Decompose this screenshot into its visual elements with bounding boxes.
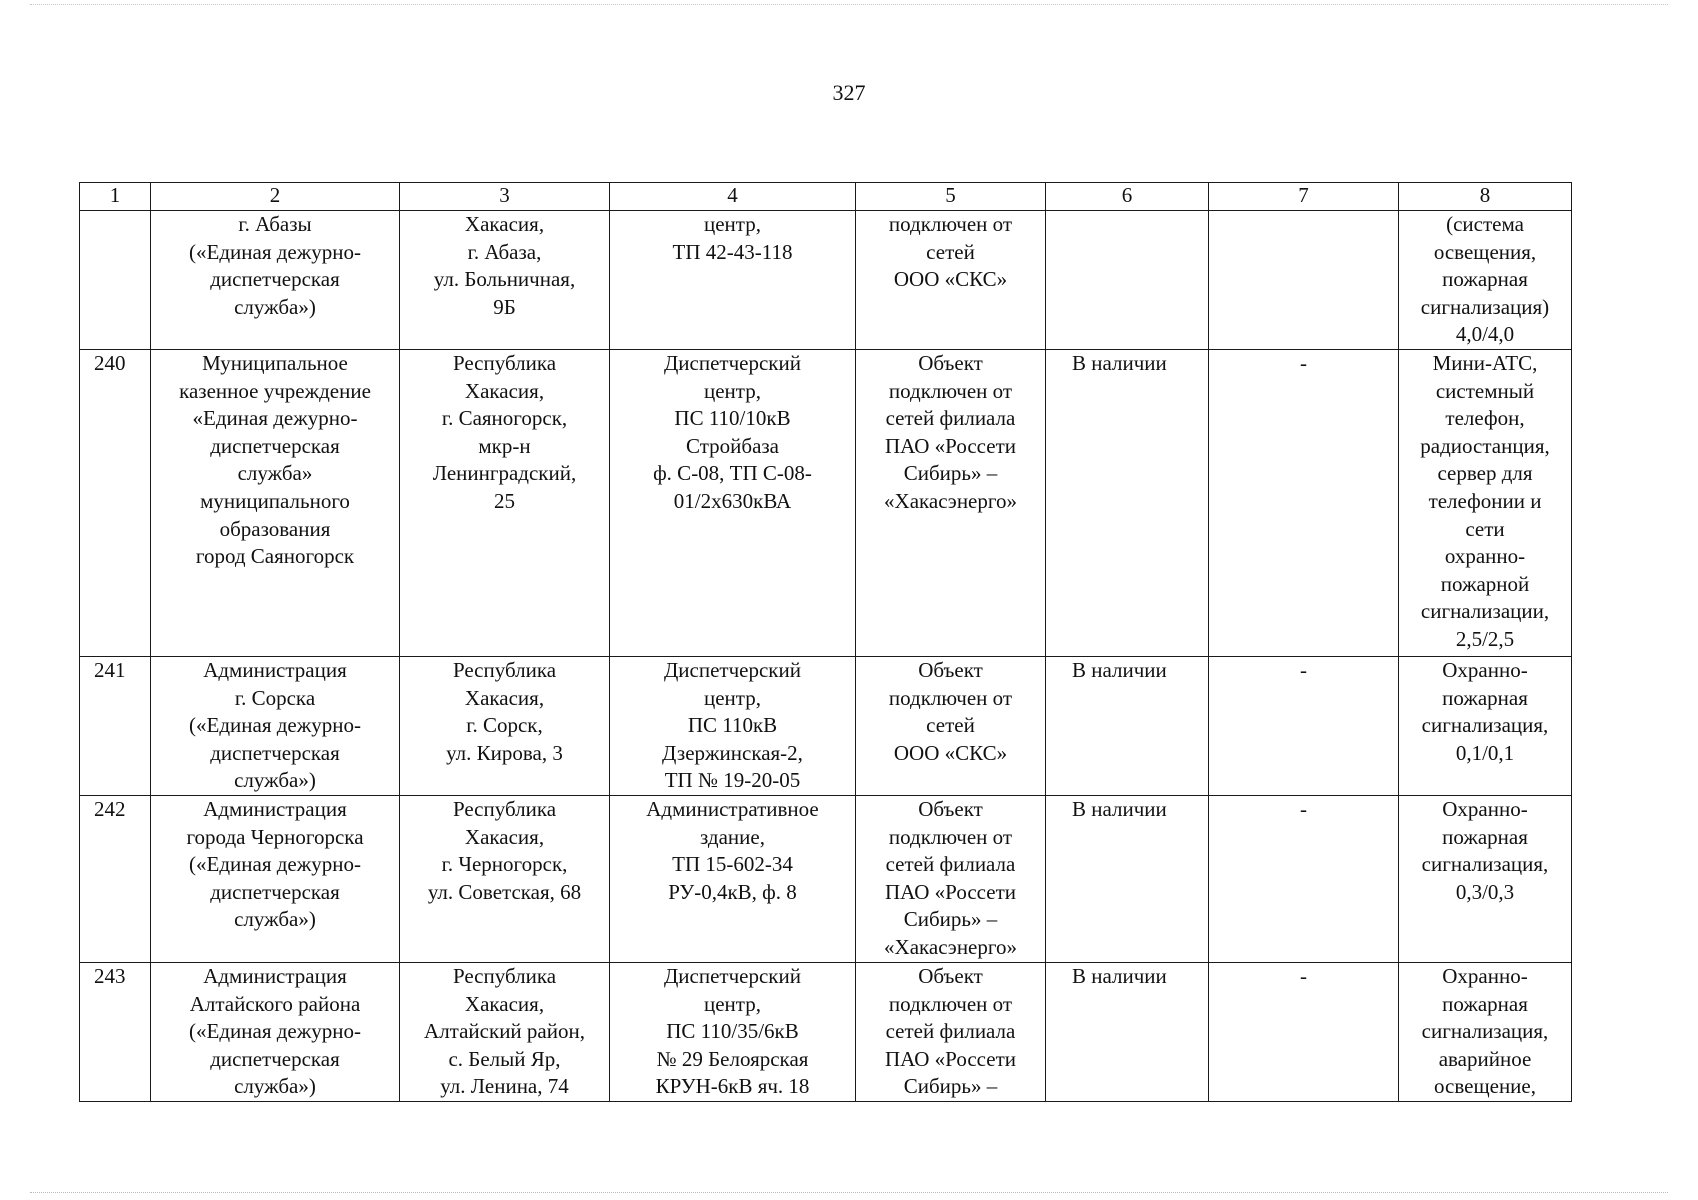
column-7-cell: - bbox=[1209, 795, 1399, 962]
column-header-7: 7 bbox=[1209, 183, 1399, 211]
power-source-cell: Диспетчерский центр, ПС 110/10кВ Стройбаза ф. С-08, ТП С-08- 01/2х630кВА bbox=[610, 349, 856, 656]
availability-cell: В наличии bbox=[1046, 795, 1209, 962]
availability-cell bbox=[1046, 211, 1209, 350]
column-header-6: 6 bbox=[1046, 183, 1209, 211]
table-header-row bbox=[80, 183, 1572, 211]
address-cell: Республика Хакасия, г. Черногорск, ул. Советская, 68 bbox=[400, 795, 610, 962]
table-row bbox=[80, 656, 1572, 795]
organization-cell: Администрация Алтайского района («Единая дежурно- диспетчерская служба») bbox=[151, 962, 400, 1101]
table-row bbox=[80, 962, 1572, 1101]
availability-cell: В наличии bbox=[1046, 656, 1209, 795]
column-7-cell: - bbox=[1209, 349, 1399, 656]
equipment-cell: Охранно- пожарная сигнализация, 0,3/0,3 bbox=[1399, 795, 1572, 962]
connection-cell: Объект подключен от сетей филиала ПАО «Россети Сибирь» – «Хакасэнерго» bbox=[856, 349, 1046, 656]
row-number-cell: 243 bbox=[80, 962, 151, 1101]
column-header-8: 8 bbox=[1399, 183, 1572, 211]
column-header-1: 1 bbox=[80, 183, 151, 211]
row-number-cell: 240 bbox=[80, 349, 151, 656]
equipment-cell: Охранно- пожарная сигнализация, 0,1/0,1 bbox=[1399, 656, 1572, 795]
column-header-5: 5 bbox=[856, 183, 1046, 211]
row-number-cell: 242 bbox=[80, 795, 151, 962]
column-7-cell: - bbox=[1209, 656, 1399, 795]
organization-cell: Администрация г. Сорска («Единая дежурно- диспетчерская служба») bbox=[151, 656, 400, 795]
table-row bbox=[80, 795, 1572, 962]
table-row bbox=[80, 349, 1572, 656]
column-header-4: 4 bbox=[610, 183, 856, 211]
address-cell: Республика Хакасия, Алтайский район, с. Белый Яр, ул. Ленина, 74 bbox=[400, 962, 610, 1101]
connection-cell: Объект подключен от сетей филиала ПАО «Россети Сибирь» – bbox=[856, 962, 1046, 1101]
table-row bbox=[80, 211, 1572, 350]
equipment-cell: Мини-АТС, системный телефон, радиостанция, сервер для телефонии и сети охранно- пожарной сигнализации, 2,5/2,5 bbox=[1399, 349, 1572, 656]
data-table bbox=[79, 182, 1572, 1102]
organization-cell: Муниципальное казенное учреждение «Единая дежурно- диспетчерская служба» муниципального образования город Саяногорск bbox=[151, 349, 400, 656]
availability-cell: В наличии bbox=[1046, 349, 1209, 656]
power-source-cell: Административное здание, ТП 15-602-34 РУ-0,4кВ, ф. 8 bbox=[610, 795, 856, 962]
organization-cell: г. Абазы («Единая дежурно- диспетчерская служба») bbox=[151, 211, 400, 350]
address-cell: Республика Хакасия, г. Саяногорск, мкр-н Ленинградский, 25 bbox=[400, 349, 610, 656]
power-source-cell: Диспетчерский центр, ПС 110кВ Дзержинская-2, ТП № 19-20-05 bbox=[610, 656, 856, 795]
column-7-cell: - bbox=[1209, 962, 1399, 1101]
address-cell: Хакасия, г. Абаза, ул. Больничная, 9Б bbox=[400, 211, 610, 350]
column-7-cell bbox=[1209, 211, 1399, 350]
scan-edge-bottom bbox=[30, 1192, 1668, 1194]
power-source-cell: центр, ТП 42-43-118 bbox=[610, 211, 856, 350]
organization-cell: Администрация города Черногорска («Единая дежурно- диспетчерская служба») bbox=[151, 795, 400, 962]
connection-cell: Объект подключен от сетей филиала ПАО «Россети Сибирь» – «Хакасэнерго» bbox=[856, 795, 1046, 962]
row-number-cell: 241 bbox=[80, 656, 151, 795]
availability-cell: В наличии bbox=[1046, 962, 1209, 1101]
column-header-2: 2 bbox=[151, 183, 400, 211]
scan-edge-top bbox=[30, 4, 1668, 6]
equipment-cell: (система освещения, пожарная сигнализация) 4,0/4,0 bbox=[1399, 211, 1572, 350]
connection-cell: Объект подключен от сетей ООО «СКС» bbox=[856, 656, 1046, 795]
power-source-cell: Диспетчерский центр, ПС 110/35/6кВ № 29 Белоярская КРУН-6кВ яч. 18 bbox=[610, 962, 856, 1101]
row-number-cell bbox=[80, 211, 151, 350]
address-cell: Республика Хакасия, г. Сорск, ул. Кирова, 3 bbox=[400, 656, 610, 795]
equipment-cell: Охранно- пожарная сигнализация, аварийное освещение, bbox=[1399, 962, 1572, 1101]
connection-cell: подключен от сетей ООО «СКС» bbox=[856, 211, 1046, 350]
page-number: 327 bbox=[832, 80, 866, 105]
column-header-3: 3 bbox=[400, 183, 610, 211]
